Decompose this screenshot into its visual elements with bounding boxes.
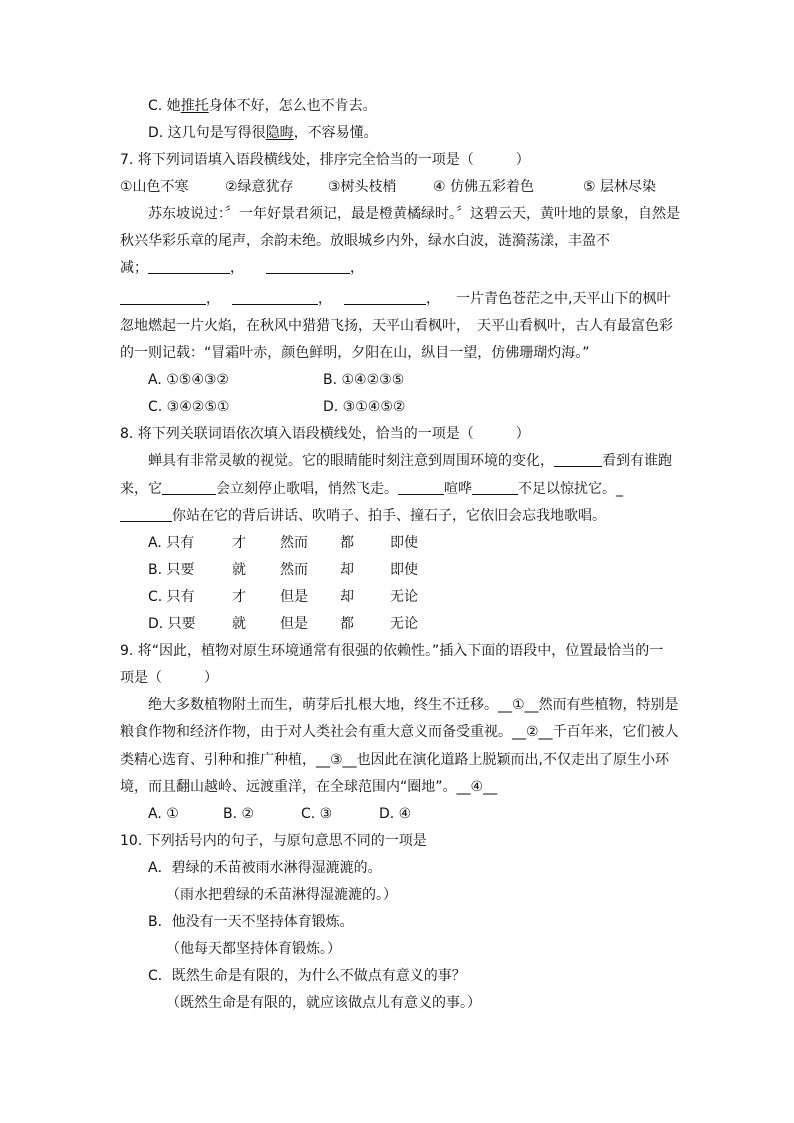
q8-option-word: B. 只要 — [148, 562, 195, 578]
q7-word: ⑤ 层林尽染 — [583, 179, 657, 195]
q7-option-a[interactable]: A. ①⑤④③② — [148, 372, 229, 388]
q8-option-word: 就 — [232, 616, 246, 632]
q7-option-c[interactable]: C. ③④②⑤① — [148, 399, 230, 415]
q9-option-d[interactable]: D. ④ — [379, 806, 412, 822]
q8-option-word: 即使 — [390, 535, 418, 551]
q9-stem-cont: 项是（ ） — [120, 670, 218, 686]
q8-option-b[interactable] — [148, 561, 418, 579]
q6-c-post: 身体不好，怎么也不肯去。 — [208, 98, 377, 114]
q8-text: 喧哗 — [444, 481, 472, 497]
q6-d-underlined: 隐晦 — [265, 125, 294, 141]
q8-option-word: 都 — [340, 535, 354, 551]
q7-passage-line — [120, 259, 364, 277]
q8-option-word: 才 — [232, 535, 246, 551]
q9-text: 千百年来，它们被人 — [552, 724, 679, 740]
q6-c-underlined: 推托 — [180, 98, 209, 114]
q7-word: ①山色不寒 — [120, 179, 189, 195]
q8-option-word: 然而 — [280, 562, 308, 578]
q9-option-a[interactable]: A. ① — [148, 806, 179, 822]
q9-options — [148, 805, 411, 823]
q7-option-b[interactable]: B. ①④②③⑤ — [323, 372, 405, 388]
q7-passage-line: 秋兴华彩乐章的尾声，余韵未绝。放眼城乡内外，绿水白波，涟漪荡漾，丰盈不 — [120, 233, 610, 249]
q10-option-c[interactable]: C．既然生命是有限的，为什么不做点有意义的事？ — [148, 968, 466, 984]
q8-blank[interactable] — [472, 480, 518, 495]
q8-option-c[interactable] — [148, 588, 418, 606]
q7-blank[interactable] — [344, 290, 426, 305]
q6-d-pre: D. 这几句是写得很 — [148, 125, 266, 141]
q9-text: 类精心选育、引种和推广种植， — [120, 752, 316, 768]
q9-position-marker: __②__ — [512, 724, 553, 740]
q9-text: 绝大多数植物附土而生，萌芽后扎根大地，终生不迁移。 — [148, 697, 498, 713]
q8-option-word: 却 — [340, 562, 354, 578]
q9-option-c[interactable]: C. ③ — [301, 806, 333, 822]
q8-blank[interactable] — [554, 452, 602, 467]
q10-option-a-paraphrase: （雨水把碧绿的禾苗淋得湿漉漉的。） — [166, 887, 397, 903]
q7-comma: ， — [230, 260, 244, 276]
q9-passage-line — [120, 723, 679, 741]
q8-text: 不足以惊扰它。_ — [518, 481, 623, 497]
q8-option-word: 却 — [340, 589, 354, 605]
q7-passage-line: 的一则记载：“冒霜叶赤，颜色鲜明，夕阳在山，纵目一望，仿佛珊瑚灼海。” — [120, 345, 590, 361]
q8-text: 你站在它的背后讲话、吹哨子、拍手、撞石子，它依旧会忘我地歌唱。 — [172, 508, 606, 524]
q9-text: 然而有些植物，特别是 — [538, 697, 679, 713]
q7-passage-line: 忽地燃起一片火焰，在秋风中猎猎飞扬，天平山看枫叶， 天平山看枫叶，古人有最富色彩 — [120, 318, 673, 334]
q8-option-word: D. 只要 — [148, 616, 196, 632]
q7-text: 减； — [120, 260, 148, 276]
q7-blank[interactable] — [232, 290, 318, 305]
q9-text: 境，而且翻山越岭、远渡重洋，在全球范围内“圈地”。 — [120, 779, 457, 795]
q8-option-word: 但是 — [280, 616, 308, 632]
q8-passage-line — [120, 480, 623, 498]
q7-word: ④ 仿佛五彩着色 — [433, 179, 535, 195]
q8-option-word: 无论 — [390, 589, 418, 605]
q9-position-marker: __③__ — [316, 752, 357, 768]
q9-position-marker: __①__ — [498, 697, 539, 713]
q6-d-post: ，不容易懂。 — [293, 125, 378, 141]
q7-comma: ， — [426, 291, 440, 307]
q9-position-marker: __④__ — [456, 779, 498, 795]
q6-c-pre: C. 她 — [148, 98, 181, 114]
q8-stem: 8. 将下列关联词语依次填入语段横线处，恰当的一项是（ ） — [120, 426, 530, 442]
q8-option-word: C. 只有 — [148, 589, 195, 605]
q9-text: 也因此在演化道路上脱颖而出,不仅走出了原生小环 — [356, 752, 670, 768]
q8-option-word: 但是 — [280, 589, 308, 605]
q8-option-word: 才 — [232, 589, 246, 605]
q6-option-d — [148, 124, 378, 142]
q9-passage-line — [120, 751, 669, 769]
q10-option-b-paraphrase: （他每天都坚持体育锻炼。） — [166, 941, 341, 957]
q8-text: 蝉具有非常灵敏的视觉。它的眼睛能时刻注意到周围环境的变化， — [148, 453, 554, 469]
q7-comma: ， — [318, 291, 332, 307]
q9-text: 粮食作物和经济作物，由于对人类社会有重大意义而备受重视。 — [120, 724, 512, 740]
q8-blank[interactable] — [398, 480, 444, 495]
q9-passage-line — [120, 778, 497, 796]
q8-passage-line — [148, 452, 672, 470]
q8-text: 来，它 — [120, 481, 162, 497]
q8-text: 会立刻停止歌唱，悄然飞走。 — [216, 481, 398, 497]
q8-passage-line — [120, 507, 606, 525]
q6-option-c — [148, 97, 377, 115]
q8-blank[interactable] — [120, 507, 172, 522]
q7-stem: 7. 将下列词语填入语段横线处，排序完全恰当的一项是（ ） — [120, 152, 530, 168]
q7-blank[interactable] — [148, 259, 230, 274]
q10-option-b[interactable]: B．他没有一天不坚持体育锻炼。 — [148, 914, 354, 930]
q7-blank[interactable] — [120, 290, 206, 305]
q8-option-a[interactable] — [148, 534, 418, 552]
q8-option-word: 然而 — [280, 535, 308, 551]
q7-word: ③树头枝梢 — [328, 179, 397, 195]
q10-stem: 10. 下列括号内的句子，与原句意思不同的一项是 — [120, 833, 427, 849]
q7-comma: ， — [206, 291, 220, 307]
q7-passage-line: 苏东坡说过：〞一年好景君须记，最是橙黄橘绿时。〞这碧云天，黄叶地的景象，自然是 — [148, 206, 680, 222]
q7-option-d[interactable]: D. ③①④⑤② — [323, 399, 406, 415]
q7-word: ②绿意犹存 — [225, 179, 294, 195]
q10-option-a[interactable]: A．碧绿的禾苗被雨水淋得湿漉漉的。 — [148, 860, 382, 876]
q9-option-b[interactable]: B. ② — [223, 806, 255, 822]
q8-option-word: 即使 — [390, 562, 418, 578]
q10-option-c-paraphrase: （既然生命是有限的，就应该做点儿有意义的事。） — [166, 995, 481, 1011]
q8-text: 看到有谁跑 — [602, 453, 672, 469]
q8-option-word: 都 — [340, 616, 354, 632]
q9-stem: 9. 将“因此，植物对原生环境通常有很强的依赖性。”插入下面的语段中，位置最恰当的一 — [120, 643, 664, 659]
q7-passage-line — [120, 290, 670, 308]
q7-blank[interactable] — [266, 259, 350, 274]
q7-word-list — [120, 178, 656, 196]
q7-comma: ， — [350, 260, 364, 276]
q8-blank[interactable] — [162, 480, 216, 495]
q9-passage-line — [148, 696, 679, 714]
q8-option-d[interactable] — [148, 615, 418, 633]
q7-text: 一片青色苍茫之中,天平山下的枫叶 — [456, 291, 671, 307]
q8-option-word: 无论 — [390, 616, 418, 632]
q8-option-word: A. 只有 — [148, 535, 195, 551]
q8-option-word: 就 — [232, 562, 246, 578]
